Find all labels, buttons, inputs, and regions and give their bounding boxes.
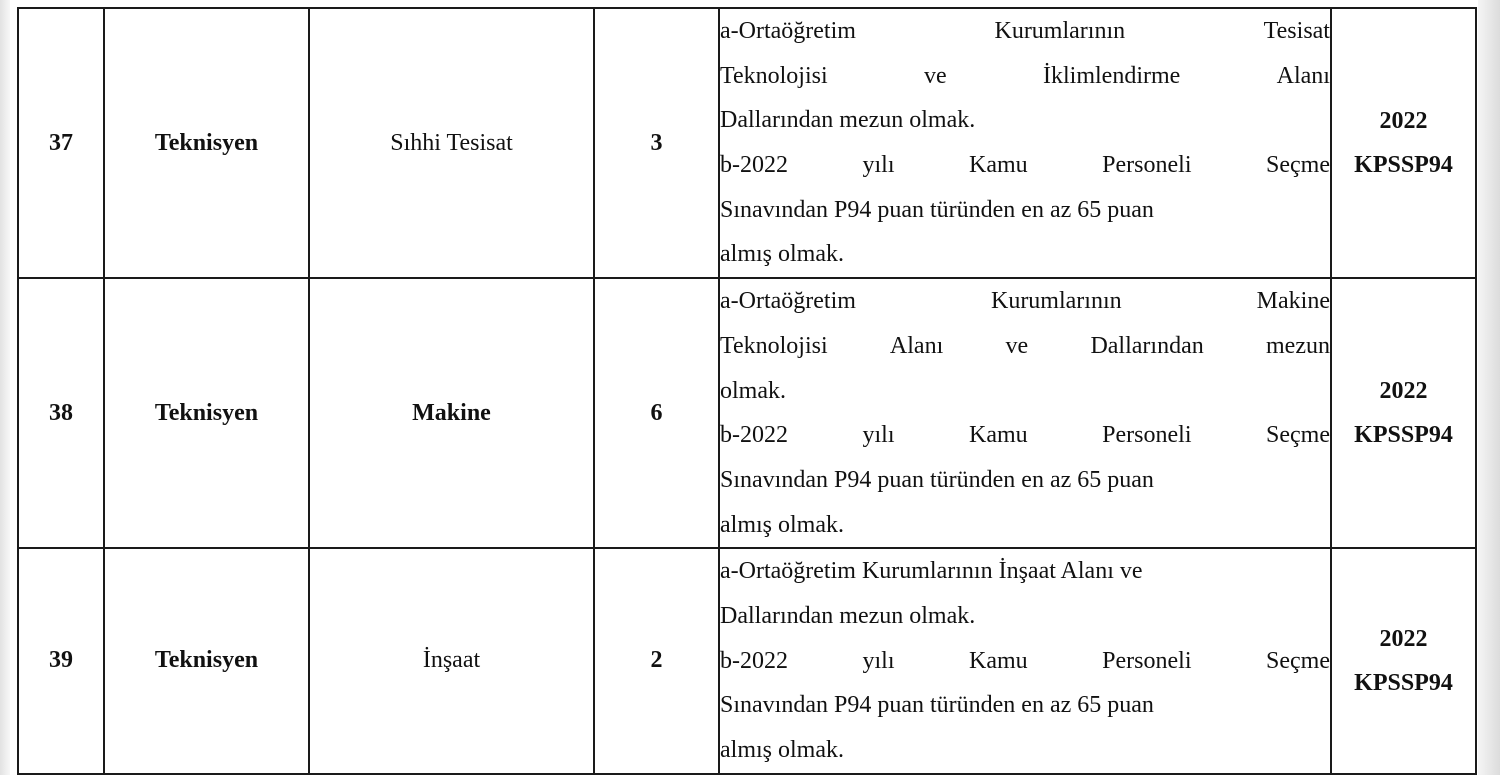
requirement-word: Kamu (969, 422, 1028, 449)
table-row (18, 8, 1476, 278)
requirement-line (720, 369, 1330, 414)
requirement-line (720, 143, 1330, 188)
requirements-cell (719, 8, 1331, 278)
requirement-line (720, 639, 1330, 684)
requirement-word: ve (1005, 332, 1029, 359)
requirement-word: b-2022 (720, 422, 788, 449)
requirement-word: Alanı (889, 332, 944, 359)
positions-table-body (18, 8, 1476, 775)
requirement-line (720, 594, 1330, 639)
field-cell: Makine (309, 278, 594, 548)
requirements-cell (719, 548, 1331, 773)
requirement-word: yılı (862, 422, 895, 449)
exam-score-type: KPSSP94 (1354, 669, 1453, 696)
exam-score-cell (1331, 8, 1476, 278)
requirement-word: yılı (862, 152, 895, 179)
requirement-word: Makine (1256, 288, 1330, 315)
requirement-word: almış olmak. (720, 737, 844, 763)
position-title-cell: Teknisyen (104, 278, 309, 548)
position-title-cell: Teknisyen (104, 548, 309, 773)
requirement-line (720, 503, 1330, 548)
requirement-word: Teknolojisi (720, 62, 828, 89)
requirement-word: Tesisat (1263, 18, 1330, 44)
requirement-line (720, 232, 1330, 277)
exam-year: 2022 (1379, 108, 1428, 135)
requirement-word: b-2022 (720, 647, 788, 674)
requirement-line (720, 54, 1330, 99)
requirement-line (720, 279, 1330, 324)
requirement-word: Sınavından P94 puan türünden en az 65 puan (720, 692, 1154, 719)
requirement-word: Personeli (1102, 422, 1192, 449)
count-cell: 2 (594, 548, 719, 773)
requirement-line (720, 9, 1330, 54)
requirement-word: b-2022 (720, 152, 788, 179)
requirement-word: Seçme (1266, 422, 1330, 449)
field-cell: İnşaat (309, 548, 594, 773)
requirement-word: Seçme (1266, 647, 1330, 674)
row-number-cell: 39 (18, 548, 104, 773)
exam-year: 2022 (1379, 378, 1428, 405)
requirement-line (720, 188, 1330, 233)
requirement-word: Kamu (969, 647, 1028, 674)
requirement-word: Kurumlarının (994, 18, 1126, 44)
requirement-word: ve (924, 62, 947, 89)
positions-table (17, 7, 1477, 775)
row-number-cell: 38 (18, 278, 104, 548)
requirement-word: Personeli (1102, 152, 1192, 179)
requirement-word: Seçme (1266, 152, 1330, 179)
scan-edge-right (1478, 0, 1500, 775)
requirement-word: İklimlendirme (1043, 62, 1181, 89)
requirement-line (720, 324, 1330, 369)
exam-score-type: KPSSP94 (1354, 152, 1453, 179)
requirement-word: Personeli (1102, 647, 1192, 674)
count-cell: 3 (594, 8, 719, 278)
requirement-word: Sınavından P94 puan türünden en az 65 puan (720, 196, 1154, 223)
exam-score-type: KPSSP94 (1354, 422, 1453, 449)
position-title-cell: Teknisyen (104, 8, 309, 278)
requirement-word: Kamu (969, 152, 1028, 179)
requirement-word: Dallarından (1090, 332, 1204, 359)
requirement-word: Alanı (1276, 62, 1330, 89)
table-row (18, 278, 1476, 548)
requirement-word: yılı (862, 647, 895, 674)
requirement-word: Dallarından mezun olmak. (720, 602, 976, 629)
row-number-cell: 37 (18, 8, 104, 278)
requirement-word: Teknolojisi (720, 332, 828, 359)
requirements-cell (719, 278, 1331, 548)
requirement-word: a-Ortaöğretim (720, 288, 856, 315)
requirement-line (720, 413, 1330, 458)
exam-score-cell (1331, 548, 1476, 773)
exam-score-cell (1331, 278, 1476, 548)
requirement-line (720, 458, 1330, 503)
requirement-word: Dallarından mezun olmak. (720, 107, 976, 134)
requirement-word: Kurumlarının (990, 288, 1122, 315)
table-row (18, 548, 1476, 773)
requirement-word: almış olmak. (720, 241, 844, 268)
requirement-line (720, 98, 1330, 143)
requirement-word: a-Ortaöğretim (720, 18, 856, 44)
requirement-word: almış olmak. (720, 511, 844, 538)
count-cell: 6 (594, 278, 719, 548)
scan-edge-left (0, 0, 10, 775)
requirement-line (720, 549, 1330, 594)
requirement-line (720, 728, 1330, 773)
requirement-word: mezun (1266, 332, 1330, 359)
requirement-line (720, 683, 1330, 728)
exam-year: 2022 (1379, 625, 1428, 652)
requirement-word: a-Ortaöğretim Kurumlarının İnşaat Alanı ve (720, 558, 1143, 585)
requirement-word: Sınavından P94 puan türünden en az 65 puan (720, 466, 1154, 493)
field-cell: Sıhhi Tesisat (309, 8, 594, 278)
requirement-word: olmak. (720, 377, 786, 404)
